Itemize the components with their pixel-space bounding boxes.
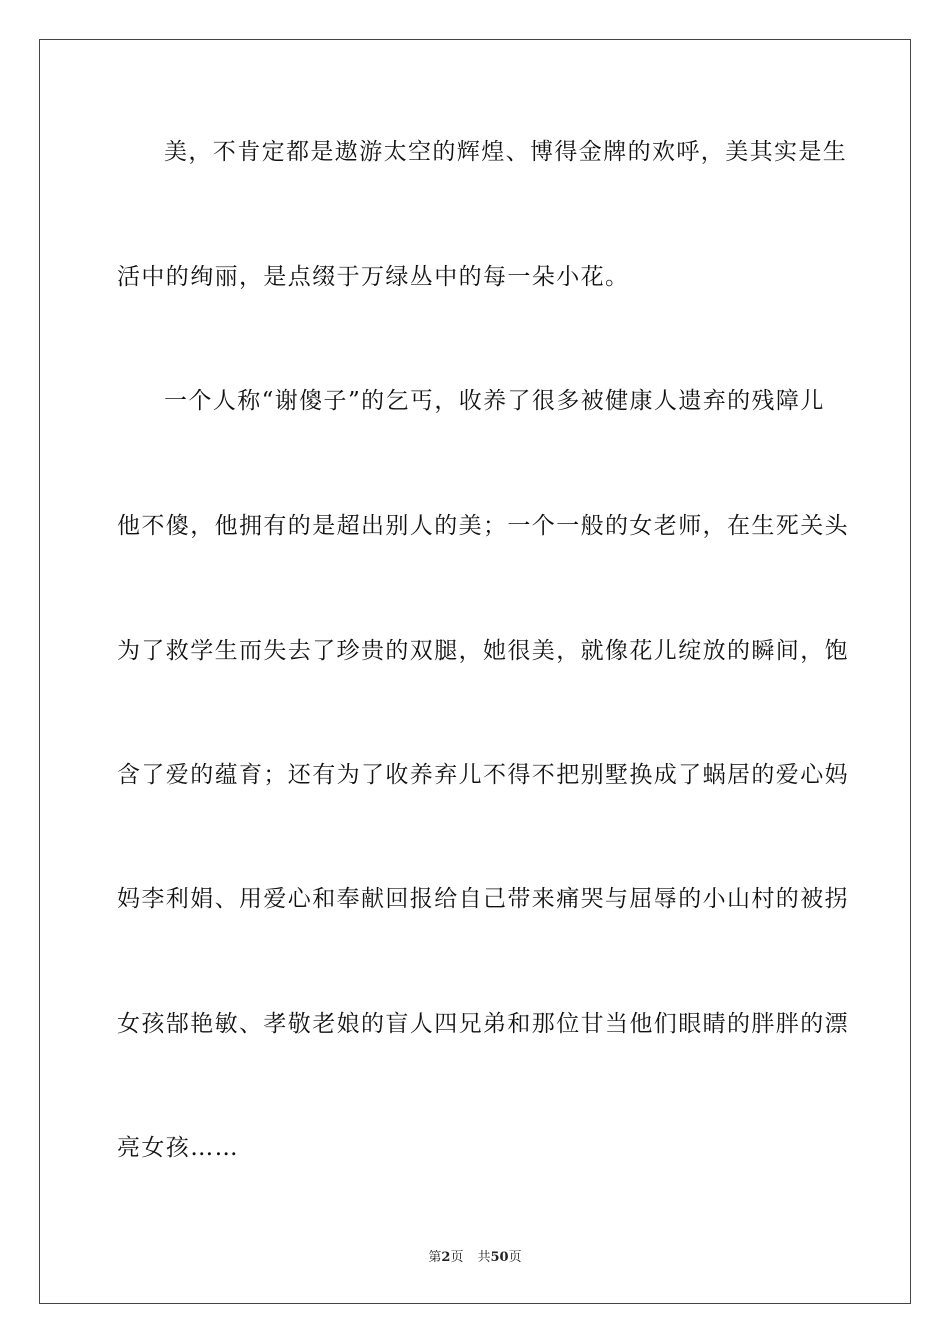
paragraph-2-line-1: 一个人称“谢傻子”的乞丐，收养了很多被健康人遗弃的残障儿	[164, 388, 825, 414]
paragraph-1-line-1: 美，不肯定都是遨游太空的辉煌、博得金牌的欢呼，美其实是生	[164, 139, 848, 165]
paragraph-2-line-3: 为了救学生而失去了珍贵的双腿，她很美，就像花儿绽放的瞬间，饱	[117, 638, 849, 664]
paragraph-2-line-5: 妈李利娟、用爱心和奉献回报给自己带来痛哭与屈辱的小山村的被拐	[117, 886, 849, 912]
page-footer	[0, 1249, 950, 1267]
page-prefix: 第	[428, 1250, 442, 1265]
page-suffix: 页	[450, 1250, 464, 1265]
paragraph-2-line-4: 含了爱的蕴育；还有为了收养弃儿不得不把别墅换成了蜗居的爱心妈	[117, 762, 849, 788]
total-prefix: 共	[477, 1250, 491, 1265]
paragraph-2-line-2: 他不傻，他拥有的是超出别人的美；一个一般的女老师，在生死关头	[117, 513, 849, 539]
total-pages: 50	[490, 1250, 509, 1265]
page-number: 2	[441, 1250, 451, 1265]
paragraph-1-line-2: 活中的绚丽，是点缀于万绿丛中的每一朵小花。	[117, 264, 630, 290]
page-border	[39, 39, 911, 1304]
paragraph-2-line-7: 亮女孩……	[117, 1135, 239, 1161]
paragraph-2-line-6: 女孩郜艳敏、孝敬老娘的盲人四兄弟和那位甘当他们眼睛的胖胖的漂	[117, 1011, 849, 1037]
total-suffix: 页	[508, 1250, 522, 1265]
